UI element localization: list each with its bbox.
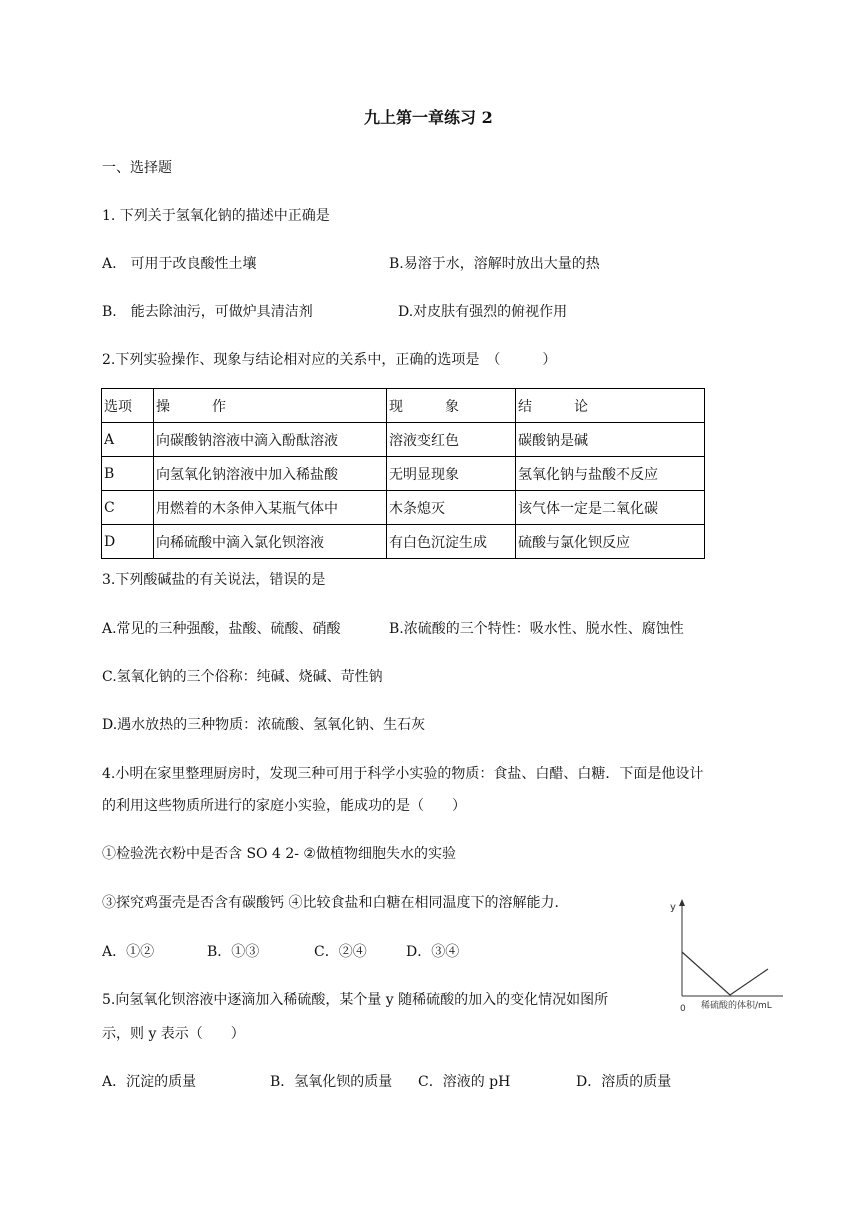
- q3-stem: 3.下列酸碱盐的有关说法，错误的是: [102, 572, 326, 588]
- graph-x-label: 稀硫酸的体积/mL: [701, 1001, 772, 1011]
- table-cell: 碳酸钠是碱: [516, 423, 705, 457]
- table-header-cell: 现 象: [387, 389, 516, 423]
- q2-stem: 2.下列实验操作、现象与结论相对应的关系中，正确的选项是 （ ）: [102, 352, 557, 368]
- q1-stem: 1. 下列关于氢氧化钠的描述中正确是: [102, 208, 330, 224]
- table-cell: A: [102, 423, 154, 457]
- q4-option-c: C．②④: [314, 944, 367, 960]
- q4-stem-line1: 4.小明在家里整理厨房时，发现三种可用于科学小实验的物质：食盐、白醋、白糖．下面是他设计: [102, 766, 704, 782]
- q4-option-a: A．①②: [102, 944, 155, 960]
- table-cell: B: [102, 457, 154, 491]
- graph-origin-label: 0: [680, 1004, 686, 1014]
- table-row: [102, 423, 705, 457]
- table-cell: 溶液变红色: [387, 423, 516, 457]
- q5-option-d: D．溶质的质量: [576, 1074, 672, 1090]
- table-row: [102, 525, 705, 559]
- q5-option-c: C．溶液的 pH: [418, 1074, 511, 1090]
- table-cell: 向碳酸钠溶液中滴入酚酞溶液: [154, 423, 387, 457]
- table-cell: 向稀硫酸中滴入氯化钡溶液: [154, 525, 387, 559]
- table-cell: 硫酸与氯化钡反应: [516, 525, 705, 559]
- table-cell: 木条熄灭: [387, 491, 516, 525]
- q1-option-a: A. 可用于改良酸性土壤: [102, 256, 257, 272]
- q3-option-b: B.浓硫酸的三个特性：吸水性、脱水性、腐蚀性: [389, 621, 684, 637]
- table-header-cell: 操 作: [154, 389, 387, 423]
- table-cell: 该气体一定是二氧化碳: [516, 491, 705, 525]
- page-title: 九上第一章练习 2: [364, 108, 493, 127]
- graph-curve: [682, 952, 768, 995]
- table-cell: 向氢氧化钠溶液中加入稀盐酸: [154, 457, 387, 491]
- table-header-cell: 选项: [102, 389, 154, 423]
- table-cell: 无明显现象: [387, 457, 516, 491]
- table-cell: D: [102, 525, 154, 559]
- q3-option-a: A.常见的三种强酸，盐酸、硫酸、硝酸: [102, 621, 341, 637]
- q1-option-d: D.对皮肤有强烈的俯视作用: [398, 304, 568, 320]
- graph-y-arrow: [679, 899, 685, 906]
- q5-stem-line1: 5.向氢氧化钡溶液中逐滴加入稀硫酸，某个量 y 随稀硫酸的加入的变化情况如图所: [102, 992, 609, 1008]
- table-cell: C: [102, 491, 154, 525]
- graph-y-label: y: [670, 902, 676, 913]
- q1-option-c: B. 能去除油污，可做炉具清洁剂: [102, 304, 313, 320]
- table-header-row: [102, 389, 705, 423]
- table-cell: 有白色沉淀生成: [387, 525, 516, 559]
- table-cell: 氢氧化钠与盐酸不反应: [516, 457, 705, 491]
- q5-graph: [665, 895, 795, 1015]
- q2-table: [101, 388, 705, 559]
- q3-option-d: D.遇水放热的三种物质：浓硫酸、氢氧化钠、生石灰: [102, 717, 426, 733]
- q5-option-a: A．沉淀的质量: [102, 1074, 197, 1090]
- q5-stem-line2: 示，则 y 表示（ ）: [102, 1026, 245, 1042]
- q4-items-line2: ③探究鸡蛋壳是否含有碳酸钙 ④比较食盐和白糖在相同温度下的溶解能力．: [102, 895, 569, 911]
- section-heading: 一、选择题: [102, 160, 172, 176]
- q4-option-b: B．①③: [207, 944, 260, 960]
- q4-items-line1: ①检验洗衣粉中是否含 SO 4 2- ②做植物细胞失水的实验: [102, 846, 456, 862]
- q4-stem-line2: 的利用这些物质所进行的家庭小实验，能成功的是（ ）: [102, 798, 466, 814]
- q3-option-c: C.氢氧化钠的三个俗称：纯碱、烧碱、苛性钠: [102, 669, 383, 685]
- q5-option-b: B．氢氧化钡的质量: [270, 1074, 393, 1090]
- table-header-cell: 结 论: [516, 389, 705, 423]
- q4-option-d: D．③④: [406, 944, 460, 960]
- table-row: [102, 491, 705, 525]
- table-cell: 用燃着的木条伸入某瓶气体中: [154, 491, 387, 525]
- q1-option-b: B.易溶于水，溶解时放出大量的热: [389, 256, 600, 272]
- table-row: [102, 457, 705, 491]
